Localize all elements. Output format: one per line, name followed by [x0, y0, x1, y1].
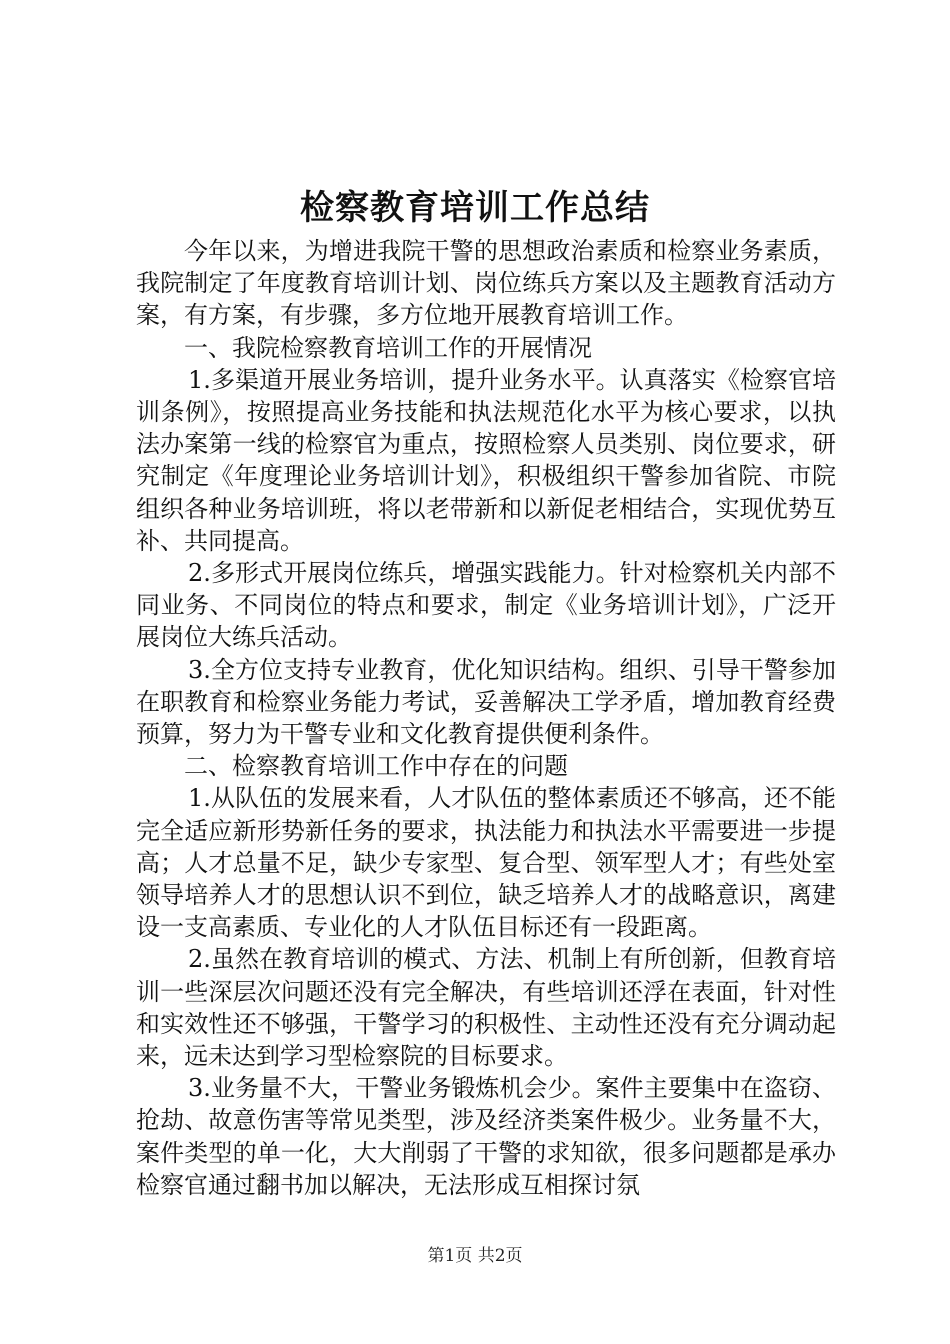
page-number-footer: 第1页 共2页 — [427, 1246, 523, 1266]
section-heading-1: 一、我院检察教育培训工作的开展情况 — [184, 333, 592, 362]
section-heading-2: 二、检察教育培训工作中存在的问题 — [184, 752, 568, 781]
section-1-item-2: 2.多形式开展岗位练兵，增强实践能力。针对检察机关内部不同业务、不同岗位的特点和要求，制定《业务培训计划》，广泛开展岗位大练兵活动。 — [136, 559, 836, 652]
section-2-item-1: 1.从队伍的发展来看，人才队伍的整体素质还不够高，还不能完全适应新形势新任务的要求，执法能力和执法水平需要进一步提高；人才总量不足，缺少专家型、复合型、领军型人才；有些处室领导培养人才的思想认识不到位，缺乏培养人才的战略意识，离建设一支高素质、专业化的人才队伍目标还有一段距离。 — [136, 784, 836, 942]
section-1-item-3: 3.全方位支持专业教育，优化知识结构。组织、引导干警参加在职教育和检察业务能力考试，妥善解决工学矛盾，增加教育经费预算，努力为干警专业和文化教育提供便利条件。 — [136, 655, 836, 749]
document-title: 检察教育培训工作总结 — [300, 188, 650, 228]
section-2-item-2: 2.虽然在教育培训的模式、方法、机制上有所创新，但教育培训一些深层次问题还没有完全解决，有些培训还浮在表面，针对性和实效性还不够强，干警学习的积极性、主动性还没有充分调动起来，远未达到学习型检察院的目标要求。 — [136, 945, 836, 1071]
section-1-item-1: 1.多渠道开展业务培训，提升业务水平。认真落实《检察官培训条例》，按照提高业务技能和执法规范化水平为核心要求，以执法办案第一线的检察官为重点，按照检察人员类别、岗位要求，研究制定《年度理论业务培训计划》，积极组织干警参加省院、市院组织各种业务培训班，将以老带新和以新促老相结合，实现优势互补、共同提高。 — [136, 365, 836, 555]
document-body — [136, 235, 836, 1201]
section-2-item-3: 3.业务量不大，干警业务锻炼机会少。案件主要集中在盗窃、抢劫、故意伤害等常见类型，涉及经济类案件极少。业务量不大，案件类型的单一化，大大削弱了干警的求知欲，很多问题都是承办检察官通过翻书加以解决，无法形成互相探讨氛 — [136, 1074, 836, 1199]
intro-paragraph: 今年以来，为增进我院干警的思想政治素质和检察业务素质，我院制定了年度教育培训计划、岗位练兵方案以及主题教育活动方案，有方案，有步骤，多方位地开展教育培训工作。 — [136, 237, 836, 330]
